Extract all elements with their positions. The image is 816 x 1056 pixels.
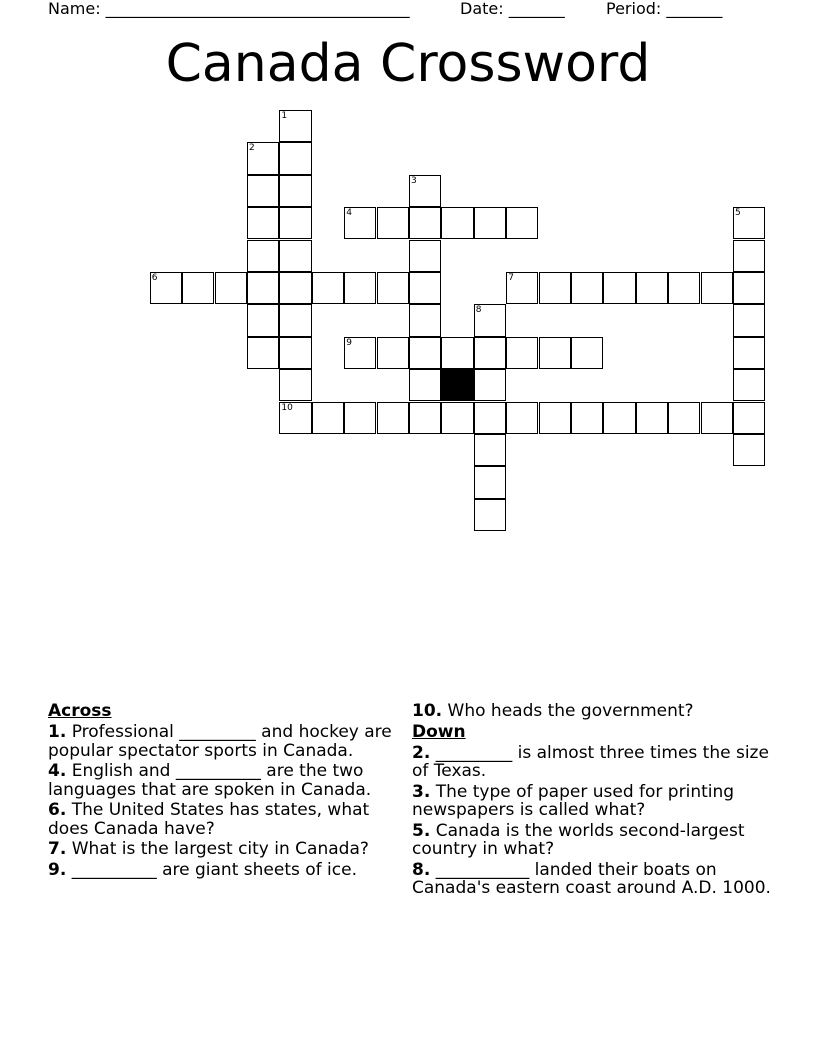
crossword-cell[interactable] xyxy=(668,402,700,434)
crossword-cell[interactable] xyxy=(733,272,765,304)
crossword-cell[interactable] xyxy=(506,272,538,304)
crossword-cell[interactable] xyxy=(474,369,506,401)
crossword-cell[interactable] xyxy=(150,272,182,304)
crossword-cell[interactable] xyxy=(279,240,311,272)
crossword-cell[interactable] xyxy=(668,272,700,304)
crossword-cell[interactable] xyxy=(539,337,571,369)
crossword-cell[interactable] xyxy=(409,402,441,434)
crossword-cell[interactable] xyxy=(409,304,441,336)
down-heading: Down xyxy=(412,721,466,742)
name-field[interactable]: Name: ______________________________________ xyxy=(48,0,410,18)
crossword-cell[interactable] xyxy=(279,272,311,304)
clue-number: 1 xyxy=(281,111,288,121)
crossword-cell[interactable] xyxy=(279,304,311,336)
crossword-cell[interactable] xyxy=(733,369,765,401)
crossword-cell[interactable] xyxy=(377,207,409,239)
crossword-cell[interactable] xyxy=(474,337,506,369)
crossword-cell[interactable] xyxy=(474,466,506,498)
crossword-black-cell xyxy=(441,369,473,401)
crossword-cell[interactable] xyxy=(506,402,538,434)
clue-number: 2 xyxy=(249,143,255,154)
crossword-cell[interactable] xyxy=(539,272,571,304)
crossword-cell[interactable] xyxy=(506,207,538,239)
across-clue-6: 6. The United States has states, what does Canada have? xyxy=(48,800,370,839)
crossword-cell[interactable] xyxy=(701,402,733,434)
crossword-cell[interactable] xyxy=(409,207,441,239)
crossword-cell[interactable] xyxy=(344,337,376,369)
page-title: Canada Crossword xyxy=(165,34,651,94)
clue-number: 8 xyxy=(475,305,482,316)
crossword-cell[interactable] xyxy=(474,207,506,239)
across-clue-10: 10. Who heads the government? xyxy=(412,701,694,721)
crossword-cell[interactable] xyxy=(247,272,279,304)
crossword-cell[interactable] xyxy=(409,240,441,272)
crossword-cell[interactable] xyxy=(603,402,635,434)
crossword-cell[interactable] xyxy=(247,207,279,239)
crossword-cell[interactable] xyxy=(279,402,311,434)
crossword-cell[interactable] xyxy=(344,272,376,304)
crossword-cell[interactable] xyxy=(409,337,441,369)
crossword-cell[interactable] xyxy=(215,272,247,304)
crossword-cell[interactable] xyxy=(701,272,733,304)
crossword-cell[interactable] xyxy=(474,434,506,466)
crossword-cell[interactable] xyxy=(474,499,506,531)
crossword-cell[interactable] xyxy=(409,175,441,207)
crossword-cell[interactable] xyxy=(603,272,635,304)
crossword-cell[interactable] xyxy=(571,272,603,304)
clue-number: 4 xyxy=(346,208,352,219)
across-heading: Across xyxy=(48,701,112,721)
crossword-cell[interactable] xyxy=(247,304,279,336)
across-clue-1: 1. Professional _________ and hockey are popular spectator sports in Canada. xyxy=(48,722,392,761)
crossword-cell[interactable] xyxy=(344,402,376,434)
crossword-cell[interactable] xyxy=(409,369,441,401)
crossword-cell[interactable] xyxy=(279,369,311,401)
clues-column-right xyxy=(412,702,772,900)
across-clue-4: 4. English and __________ are the two languages that are spoken in Canada. xyxy=(48,761,372,800)
down-clue-3: 3. The type of paper used for printing newspapers is called what? xyxy=(412,781,735,820)
clue-number: 9 xyxy=(346,337,352,348)
crossword-cell[interactable] xyxy=(733,207,765,239)
crossword-cell[interactable] xyxy=(377,402,409,434)
crossword-cell[interactable] xyxy=(733,402,765,434)
crossword-cell[interactable] xyxy=(539,402,571,434)
crossword-cell[interactable] xyxy=(279,337,311,369)
period-field[interactable]: Period: _______ xyxy=(606,0,723,18)
crossword-cell[interactable] xyxy=(474,304,506,336)
down-clue-2: 2. _________ is almost three times the size of Texas. xyxy=(412,742,769,781)
crossword-cell[interactable] xyxy=(279,142,311,174)
clue-number: 5 xyxy=(735,208,741,219)
crossword-cell[interactable] xyxy=(571,402,603,434)
crossword-cell[interactable] xyxy=(733,304,765,336)
crossword-cell[interactable] xyxy=(733,240,765,272)
crossword-cell[interactable] xyxy=(279,110,311,142)
crossword-cell[interactable] xyxy=(441,207,473,239)
crossword-cell[interactable] xyxy=(474,402,506,434)
crossword-cell[interactable] xyxy=(312,272,344,304)
crossword-cell[interactable] xyxy=(377,272,409,304)
crossword-cell[interactable] xyxy=(409,272,441,304)
clue-number: 10 xyxy=(281,402,293,413)
across-clue-9: 9. __________ are giant sheets of ice. xyxy=(48,859,357,880)
crossword-cell[interactable] xyxy=(441,337,473,369)
crossword-cell[interactable] xyxy=(279,207,311,239)
clue-number: 3 xyxy=(411,175,417,186)
clue-number: 7 xyxy=(508,273,514,283)
down-clue-8: 8. ___________ landed their boats on Canada's eastern coast around A.D. 1000. xyxy=(412,859,771,898)
crossword-cell[interactable] xyxy=(247,240,279,272)
crossword-cell[interactable] xyxy=(441,402,473,434)
crossword-cell[interactable] xyxy=(733,337,765,369)
date-field[interactable]: Date: _______ xyxy=(460,0,565,18)
crossword-cell[interactable] xyxy=(636,272,668,304)
crossword-cell[interactable] xyxy=(377,337,409,369)
crossword-cell[interactable] xyxy=(506,337,538,369)
crossword-cell[interactable] xyxy=(279,175,311,207)
crossword-cell[interactable] xyxy=(247,337,279,369)
crossword-cell[interactable] xyxy=(636,402,668,434)
crossword-cell[interactable] xyxy=(733,434,765,466)
crossword-cell[interactable] xyxy=(182,272,214,304)
clues-column-left xyxy=(48,702,398,881)
clue-number: 6 xyxy=(151,273,158,283)
down-clue-5: 5. Canada is the worlds second-largest country in what? xyxy=(412,820,745,859)
crossword-cell[interactable] xyxy=(312,402,344,434)
crossword-cell[interactable] xyxy=(247,142,279,174)
crossword-cell[interactable] xyxy=(344,207,376,239)
crossword-cell[interactable] xyxy=(247,175,279,207)
across-clue-7: 7. What is the largest city in Canada? xyxy=(48,839,369,859)
crossword-cell[interactable] xyxy=(571,337,603,369)
